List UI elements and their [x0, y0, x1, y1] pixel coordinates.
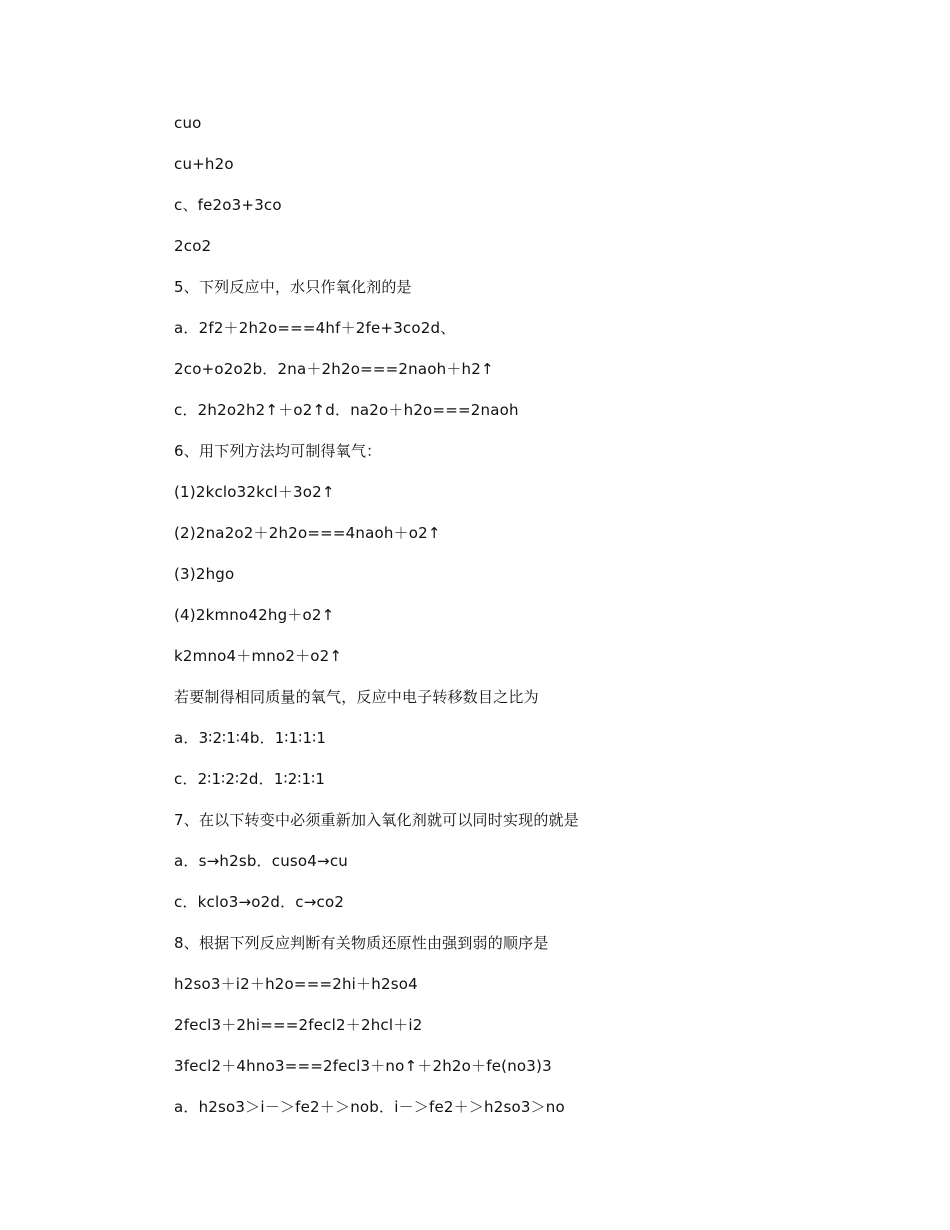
question-8-option-ab: a．h2so3＞i－＞fe2＋＞nob．i－＞fe2＋＞h2so3＞no: [174, 1098, 565, 1116]
question-8-reaction-2: 2fecl3＋2hi===2fecl2＋2hcl＋i2: [174, 1016, 423, 1034]
question-8-reaction-3: 3fecl2＋4hno3===2fecl3＋no↑＋2h2o＋fe(no3)3: [174, 1057, 552, 1075]
question-7-option-ab: a．s→h2sb．cuso4→cu: [174, 852, 348, 870]
reaction-3: (3)2hgo: [174, 565, 235, 583]
question-8-title: 8、根据下列反应判断有关物质还原性由强到弱的顺序是: [174, 934, 549, 952]
question-5-option-b: 2co+o2o2b．2na＋2h2o===2naoh＋h2↑: [174, 360, 494, 378]
reaction-4-products: k2mno4＋mno2＋o2↑: [174, 647, 343, 665]
reaction-4: (4)2kmno42hg＋o2↑: [174, 606, 335, 624]
question-7-option-cd: c．kclo3→o2d．c→co2: [174, 893, 345, 911]
question-5-option-a: a．2f2＋2h2o===4hf＋2fe+3co2d、: [174, 319, 456, 337]
option-c-line: c、fe2o3+3co: [174, 196, 282, 214]
question-8-reaction-1: h2so3＋i2＋h2o===2hi＋h2so4: [174, 975, 418, 993]
reaction-1: (1)2kclo32kcl＋3o2↑: [174, 483, 335, 501]
question-5-title: 5、下列反应中，水只作氧化剂的是: [174, 278, 412, 296]
question-6-option-cd: c．2∶1∶2∶2d．1∶2∶1∶1: [174, 770, 326, 788]
question-5-option-cd: c．2h2o2h2↑＋o2↑d．na2o＋h2o===2naoh: [174, 401, 519, 419]
text-line: cuo: [174, 114, 202, 132]
text-line: cu+h2o: [174, 155, 234, 173]
question-6-option-ab: a．3∶2∶1∶4b．1∶1∶1∶1: [174, 729, 327, 747]
text-line: 2co2: [174, 237, 212, 255]
document-body: [174, 110, 894, 1135]
question-7-title: 7、在以下转变中必须重新加入氧化剂就可以同时实现的就是: [174, 811, 579, 829]
question-6-title: 6、用下列方法均可制得氧气：: [174, 442, 382, 460]
question-6-prompt: 若要制得相同质量的氧气，反应中电子转移数目之比为: [174, 688, 539, 706]
reaction-2: (2)2na2o2＋2h2o===4naoh＋o2↑: [174, 524, 441, 542]
